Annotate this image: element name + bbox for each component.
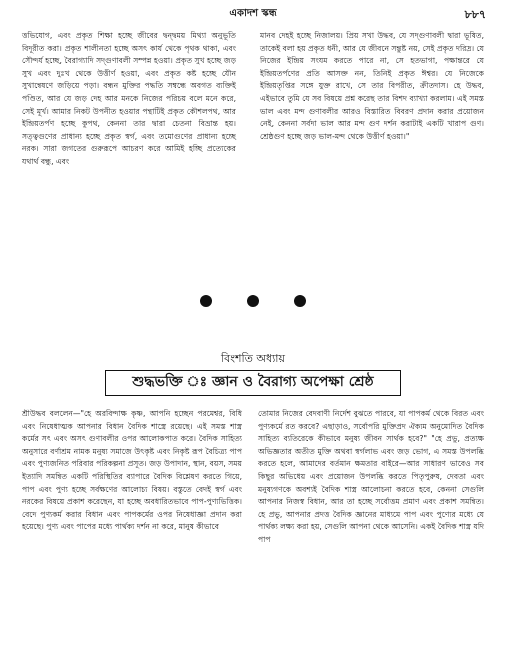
running-title: একাদশ স্কন্ধ (229, 8, 277, 19)
page-number: ৮৮৭ (464, 8, 486, 21)
section-separator (0, 292, 506, 311)
lower-right-column (258, 408, 484, 547)
upper-right-column (260, 30, 484, 143)
page-header (0, 6, 506, 24)
lower-right-text: তোমার নিজের বেদবাণী নির্দেশ বুঝতে পারবে, যা পাপকর্ম থেকে বিরত এবং পুণ্যকর্মে রত করবে? এছাড়াও, সর্বোপরি মুক্তিপ্রদ ঐক্যম অনুমোদিত বৈদিক সাহিত্য ব্যতিরেকে কীভাবে মনুষ্য জীবন সার্থক হবে?" "হে প্রভু, প্রত্যক্ষ অভিজ্ঞতার অতীত মুক্তি অথবা স্বর্গলাভ এবং জড় ভোগ, এ সমস্ত উপলব্ধি করতে হলে, আমাদের বর্তমান ক্ষমতার বাইরে—আর সাধারণ ভাবেও সব কিছুর অভিধেয় এবং প্রয়োজন উপলব্ধি করতে পিতৃপুরুষ, দেবতা এবং মনুষ্যগণকে অবশ্যই বৈদিক শাস্ত্র আলোচনা করতে হবে, কেননা সেগুলি আপনার নিজস্ব বিধান, আর তা হচ্ছে সর্বোত্তম প্রমাণ এবং প্রকাশ সমন্বিত। হে প্রভু, আপনার প্রদত্ত বৈদিক জ্ঞানের মাধ্যমে পাপ এবং পুণ্যের মধ্যে যে পার্থক্য লক্ষ্য করা হয়, সেগুলি আপনা থেকে আসেনি। একই বৈদিক শাস্ত্র যদি পাপ (258, 409, 484, 544)
chapter-title-box (105, 370, 401, 396)
upper-left-column (22, 30, 236, 169)
lower-left-text: শ্রীউদ্ধব বললেন—"হে অরবিন্দাক্ষ কৃষ্ণ, আপনি হচ্ছেন পরমেশ্বর, বিধি এবং নিষেধাত্মক আপনার বিধান বৈদিক শাস্ত্রে রয়েছে। এই সমস্ত শাস্ত্র কর্মের সৎ এবং অসৎ গুণাবলীর ওপর আলোকপাত করে। বৈদিক সাহিত্য অনুসারে বর্ণাশ্রম নামক মনুষ্য সমাজে উৎকৃষ্ট এবং নিকৃষ্ট রূপ বৈচিত্র্য পাপ এবং পুণ্যজনিত পরিবার পরিকল্পনা প্রসূত। জড় উপাদান, স্থান, বয়স, সময় ইত্যাদি সমন্বিত একটি পরিস্থিতির ব্যাপারে বৈদিক বিশ্লেষণ করতে গিয়ে, পাপ এবং পুণ্য হচ্ছে সর্বক্ষণের আলোচ্য বিষয়। বস্তুতে বেদই স্বর্গ এবং নরকের বিষয়ে প্রকাশ করেছেন, যা হচ্ছে অবধারিতভাবে পাপ-পুণ্যভিত্তিক। বেদে পুণ্যকর্ম করার বিধান এবং পাপকর্মের ওপর নিষেধাজ্ঞা প্রদান করা হয়েছে। পুণ্য এবং পাপের মধ্যে পার্থক্য দর্শন না করে, মানুষ কীভাবে (22, 409, 242, 532)
separator-dot (294, 295, 306, 307)
lower-left-column (22, 408, 242, 534)
chapter-title: শুদ্ধভক্তি ঃ জ্ঞান ও বৈরাগ্য অপেক্ষা শ্রেষ্ঠ (132, 374, 374, 390)
chapter-number: বিংশতি অধ্যায় (221, 352, 285, 365)
upper-right-text: মানব দেহই হচ্ছে নিজালয়। প্রিয় সখা উদ্ধব, যে সদ্গুণাবলী দ্বারা ভূষিত, তাকেই বলা হয় প্রকৃত ধনী, আর যে জীবনে সন্তুষ্ট নয়, সেই প্রকৃত দরিদ্র। যে নিজের ইন্দ্রিয় সংযম করতে পারে না, সে হতভাগা, পক্ষান্তরে যে ইন্দ্রিয়তর্পণের প্রতি আসক্ত নন, তিনিই প্রকৃত ঈশ্বর। যে নিজেকে ইন্দ্রিয়তৃপ্তির সঙ্গে যুক্ত রাখে, সে তার বিপরীত, ক্রীতদাস। হে উদ্ধব, এইভাবে তুমি যে সব বিষয়ে প্রশ্ন করেছ তার বিশদ ব্যাখ্যা করলাম। এই সমস্ত ভাল এবং মন্দ গুণাবলীর আরও বিস্তারিত বিবরণ প্রদান করার প্রয়োজন নেই, কেননা সর্বদা ভাল আর মন্দ গুণ দর্শন করাটাই একটি খারাপ গুণ। শ্রেষ্ঠগুণ হচ্ছে জড় ভাল-মন্দ থেকে উত্তীর্ণ হওয়া।" (260, 31, 484, 141)
separator-dot (200, 295, 212, 307)
upper-left-text: ত্তভিযোগ, এবং প্রকৃত শিক্ষা হচ্ছে জীবের দ্বন্দ্বময় মিথ্যা অনুভূতি বিদূরীত করা। প্রকৃত শালীনতা হচ্ছে অসৎ কার্য থেকে পৃথক থাকা, এবং সৌন্দর্য হচ্ছে, বৈরাগ্যাদি সদ্গুণাবলী সম্পন্ন হওয়া। প্রকৃত সুখ হচ্ছে জড় সুখ এবং দুঃখ থেকে উত্তীর্ণ হওয়া, এবং প্রকৃত কষ্ট হচ্ছে যৌন সুখান্বেষণে জড়িয়ে পড়া। বন্ধন মুক্তির পদ্ধতি সম্বন্ধে অবগত ব্যক্তিই পণ্ডিত, আর যে জড় দেহ আর মনকে নিজের পরিচয় বলে মনে করে, সেই মূর্খ। আমার নিকট উপনীত হওয়ার পন্থাটিই প্রকৃত কৌশলপথ, আর ইন্দ্রিয়তর্পণ হচ্ছে কুপথ, কেননা তার দ্বারা চেতনা বিভ্রান্ত হয়। সত্ত্বগুণের প্রাধান্য হচ্ছে প্রকৃত স্বর্গ, এবং তমোগুণের প্রাধান্য হচ্ছে নরক। সারা জগতের গুরুরূপে আচরণ করে আমিই হচ্ছি প্রত্যেকের যথার্থ বন্ধু, এবং (22, 31, 236, 166)
separator-dot (247, 295, 259, 307)
